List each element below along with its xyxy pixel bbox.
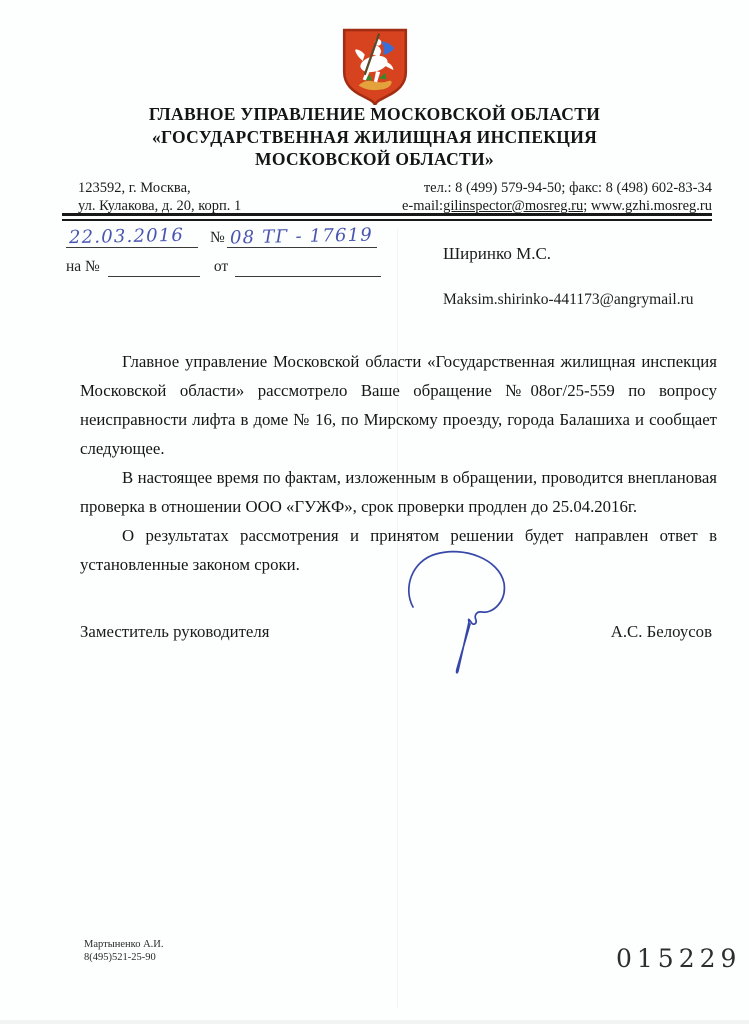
org-phone-fax: тел.: 8 (499) 579-94-50; факс: 8 (498) 602-83-34 [423,180,712,196]
org-address-line1: 123592, г. Москва, [78,180,191,196]
body-paragraph-3: О результатах рассмотрения и принятом решении будет направлен ответ в установленные законом сроки. [80,526,717,574]
body-paragraph-2: В настоящее время по фактам, изложенным в обращении, проводится внеплановая проверка в отношении ООО «ГУЖФ», срок проверки продлен до 25.04.2016г. [80,468,717,516]
signature-row [80,622,712,642]
org-name-block [0,103,749,171]
incoming-ref-line [66,255,396,277]
recipient-email: Maksim.shirinko-441173@angrymail.ru [443,291,694,308]
org-address [62,180,241,215]
letterhead-divider-rule [62,213,712,221]
email-prefix-label: e-mail: [401,197,444,214]
incoming-number-field [108,255,200,277]
executor-name: Мартыненко А.И. [84,939,164,950]
incoming-date-field [235,255,381,277]
letter-body [80,347,717,579]
handwritten-date: 22.03.2016 [68,224,185,249]
handwritten-number: 08 ТГ - 17619 [229,224,373,249]
org-phone-email [402,180,712,215]
handwritten-signature-icon [396,549,514,681]
org-name-line2: «ГОСУДАРСТВЕННАЯ ЖИЛИЩНАЯ ИНСПЕКЦИЯ [151,126,598,147]
moscow-oblast-coat-of-arms-icon [340,27,410,105]
outgoing-date-field [66,226,198,248]
org-email-address: gilinspector@mosreg.ru; [443,197,588,214]
executor-block [84,938,164,964]
org-website-url: www.gzhi.mosreg.ru [587,197,712,214]
body-paragraph-1: Главное управление Московской области «Государственная жилищная инспекция Московской области» рассмотрело Ваше обращение №08ог/25-559 по вопросу неисправности лифта в доме № 16, по Мирскому проезду, города Балашиха и сообщает следующее. [80,352,717,458]
executor-phone: 8(495)521-25-90 [84,952,156,963]
letterhead-contacts [62,180,712,215]
outgoing-number-field [227,226,377,248]
reference-block [66,226,396,277]
registration-stamp-number: 015229 [616,944,742,973]
recipient-name: Ширинко М.С. [443,244,552,263]
number-sign-label: № [210,229,225,246]
scan-bottom-edge [0,1020,749,1024]
signer-position-title: Заместитель руководителя [80,622,270,641]
reply-from-label: от [213,258,229,275]
org-name-line1: ГЛАВНОЕ УПРАВЛЕНИЕ МОСКОВСКОЙ ОБЛАСТИ [148,104,601,124]
reply-to-label: на № [66,258,100,275]
signer-name: А.С. Белоусов [610,622,712,641]
outgoing-ref-line [66,226,396,248]
org-address-line2: ул. Кулакова, д. 20, корп. 1 [78,197,242,214]
recipient-block [443,244,693,309]
org-name-line3: МОСКОВСКОЙ ОБЛАСТИ» [255,149,494,169]
